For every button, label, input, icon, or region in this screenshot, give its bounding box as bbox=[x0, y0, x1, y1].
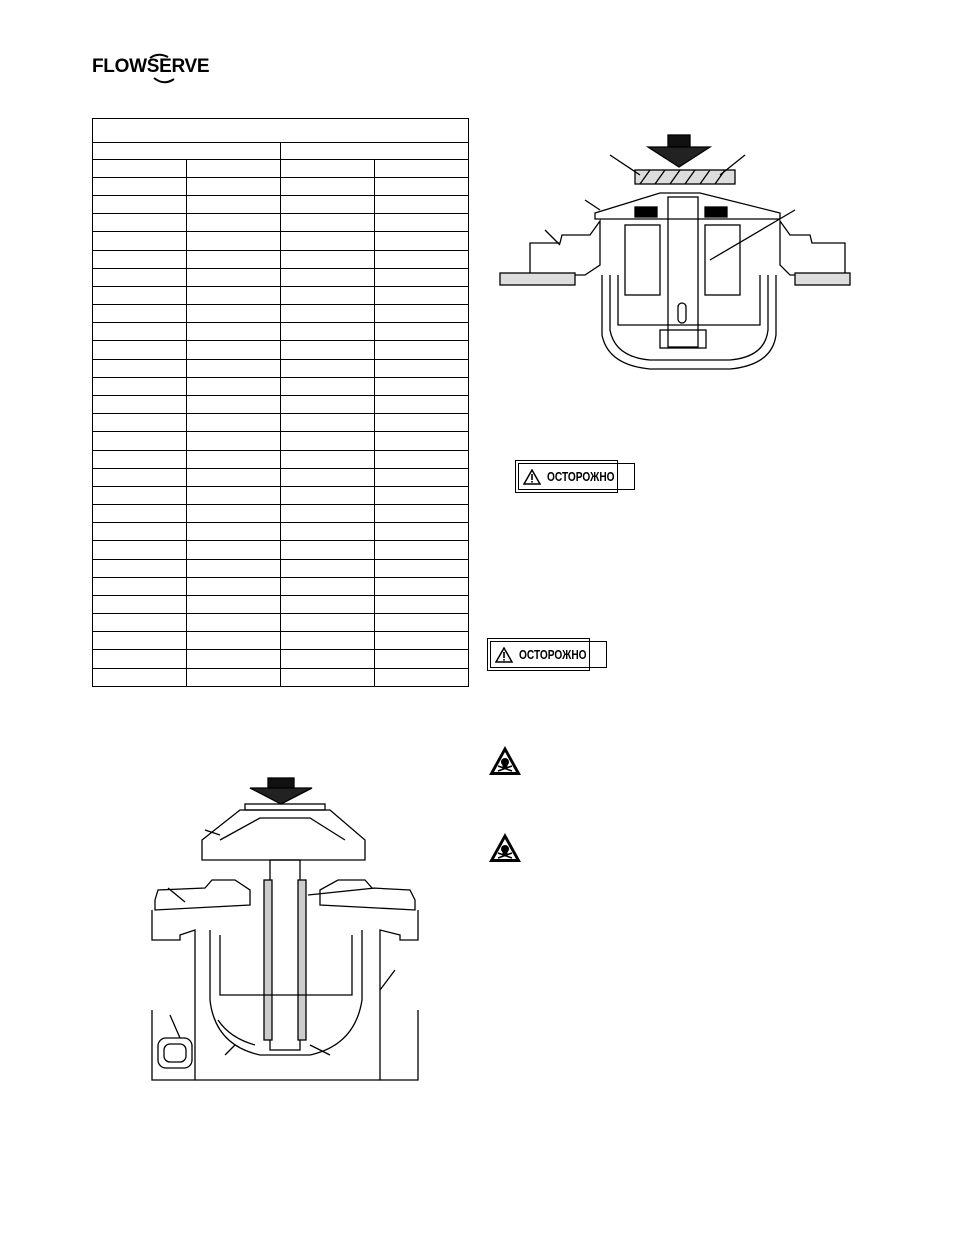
table-cell bbox=[93, 119, 469, 143]
table-row bbox=[93, 486, 469, 504]
logo-swoosh-icon bbox=[92, 52, 212, 92]
toxic-hazard-icon bbox=[487, 831, 523, 865]
table-cell bbox=[281, 632, 375, 650]
table-cell bbox=[281, 432, 375, 450]
brand-name: FLOWSERVE bbox=[92, 56, 210, 77]
table-cell bbox=[187, 559, 281, 577]
table-row bbox=[93, 650, 469, 668]
table-row bbox=[93, 614, 469, 632]
table-row bbox=[93, 159, 469, 177]
table-row bbox=[93, 232, 469, 250]
table-cell bbox=[375, 432, 469, 450]
toxic-hazard-icon bbox=[487, 744, 523, 778]
table-cell bbox=[375, 468, 469, 486]
table-cell bbox=[187, 268, 281, 286]
table-cell bbox=[375, 377, 469, 395]
table-cell bbox=[281, 577, 375, 595]
table-cell bbox=[187, 377, 281, 395]
table-cell bbox=[187, 595, 281, 613]
table-cell bbox=[93, 268, 187, 286]
caution-label bbox=[515, 460, 618, 493]
pump-section-diagram-bottom bbox=[140, 770, 430, 1090]
caution-label bbox=[487, 638, 590, 671]
table-cell bbox=[281, 523, 375, 541]
table-cell bbox=[281, 668, 375, 686]
table-cell bbox=[93, 286, 187, 304]
table-cell bbox=[93, 505, 187, 523]
table-cell bbox=[281, 414, 375, 432]
table-row bbox=[93, 196, 469, 214]
table-cell bbox=[93, 305, 187, 323]
table-cell bbox=[375, 286, 469, 304]
table-cell bbox=[375, 214, 469, 232]
table-cell bbox=[93, 414, 187, 432]
table-cell bbox=[281, 323, 375, 341]
table-cell bbox=[93, 341, 187, 359]
table-cell bbox=[187, 250, 281, 268]
table-cell bbox=[187, 395, 281, 413]
caution-text: ОСТОРОЖНО bbox=[547, 469, 615, 484]
table-row bbox=[93, 395, 469, 413]
table-cell bbox=[187, 286, 281, 304]
table-cell bbox=[187, 359, 281, 377]
table-cell bbox=[93, 395, 187, 413]
table-cell bbox=[187, 541, 281, 559]
table-cell bbox=[281, 650, 375, 668]
table-cell bbox=[281, 505, 375, 523]
table-cell bbox=[93, 486, 187, 504]
table-row bbox=[93, 214, 469, 232]
table-cell bbox=[281, 559, 375, 577]
table-cell bbox=[93, 559, 187, 577]
table-row bbox=[93, 286, 469, 304]
table-cell bbox=[93, 214, 187, 232]
table-cell bbox=[93, 232, 187, 250]
table-cell bbox=[93, 159, 187, 177]
table-cell bbox=[93, 541, 187, 559]
table-row bbox=[93, 541, 469, 559]
table-cell bbox=[281, 377, 375, 395]
table-cell bbox=[281, 541, 375, 559]
table-cell bbox=[281, 305, 375, 323]
table-row bbox=[93, 523, 469, 541]
table-cell bbox=[375, 414, 469, 432]
table-row bbox=[93, 323, 469, 341]
pump-section-diagram-top bbox=[490, 125, 860, 375]
table-cell bbox=[93, 468, 187, 486]
table-cell bbox=[93, 632, 187, 650]
table-cell bbox=[187, 341, 281, 359]
table-cell bbox=[281, 286, 375, 304]
table-cell bbox=[375, 450, 469, 468]
table-cell bbox=[375, 541, 469, 559]
table-cell bbox=[281, 232, 375, 250]
table-row bbox=[93, 414, 469, 432]
table-cell bbox=[375, 305, 469, 323]
table-cell bbox=[187, 196, 281, 214]
table-cell bbox=[187, 159, 281, 177]
table-cell bbox=[187, 468, 281, 486]
table-row bbox=[93, 559, 469, 577]
table-row bbox=[93, 595, 469, 613]
table-cell bbox=[375, 559, 469, 577]
table-cell bbox=[375, 250, 469, 268]
table-cell bbox=[281, 595, 375, 613]
table-cell bbox=[281, 159, 375, 177]
table-cell bbox=[187, 614, 281, 632]
table-cell bbox=[281, 450, 375, 468]
table-cell bbox=[281, 395, 375, 413]
table-cell bbox=[375, 650, 469, 668]
table-row bbox=[93, 505, 469, 523]
table-row bbox=[93, 359, 469, 377]
table-cell bbox=[187, 505, 281, 523]
table-cell bbox=[375, 341, 469, 359]
warning-triangle-icon bbox=[523, 469, 541, 485]
table-cell bbox=[187, 632, 281, 650]
table-cell bbox=[93, 196, 187, 214]
table-cell bbox=[375, 395, 469, 413]
table-cell bbox=[93, 432, 187, 450]
table-cell bbox=[93, 614, 187, 632]
table-cell bbox=[375, 505, 469, 523]
table-cell bbox=[281, 143, 469, 160]
table-cell bbox=[375, 595, 469, 613]
table-row bbox=[93, 450, 469, 468]
table-cell bbox=[187, 450, 281, 468]
table-cell bbox=[281, 359, 375, 377]
table-cell bbox=[187, 177, 281, 195]
table-row bbox=[93, 632, 469, 650]
table-cell bbox=[375, 359, 469, 377]
table-cell bbox=[375, 159, 469, 177]
table-cell bbox=[93, 523, 187, 541]
table-row bbox=[93, 341, 469, 359]
table-cell bbox=[187, 414, 281, 432]
table-cell bbox=[375, 668, 469, 686]
flowserve-logo bbox=[92, 52, 212, 92]
table-cell bbox=[281, 214, 375, 232]
table-cell bbox=[375, 268, 469, 286]
table-cell bbox=[93, 650, 187, 668]
table-cell bbox=[281, 250, 375, 268]
table-cell bbox=[375, 486, 469, 504]
table-row bbox=[93, 250, 469, 268]
warning-triangle-icon bbox=[495, 647, 513, 663]
table-cell bbox=[93, 377, 187, 395]
table-row bbox=[93, 268, 469, 286]
spec-table-body bbox=[93, 119, 469, 687]
table-cell bbox=[187, 232, 281, 250]
table-cell bbox=[93, 359, 187, 377]
table-cell bbox=[187, 577, 281, 595]
table-cell bbox=[281, 177, 375, 195]
table-row bbox=[93, 305, 469, 323]
table-cell bbox=[93, 177, 187, 195]
table-cell bbox=[281, 614, 375, 632]
table-cell bbox=[281, 268, 375, 286]
table-cell bbox=[375, 196, 469, 214]
table-row bbox=[93, 577, 469, 595]
table-cell bbox=[187, 486, 281, 504]
table-cell bbox=[93, 577, 187, 595]
table-cell bbox=[375, 323, 469, 341]
table-cell bbox=[375, 614, 469, 632]
spec-table bbox=[92, 118, 469, 687]
table-cell bbox=[93, 668, 187, 686]
table-cell bbox=[375, 232, 469, 250]
table-group-row bbox=[93, 143, 469, 160]
table-cell bbox=[375, 577, 469, 595]
caution-text: ОСТОРОЖНО bbox=[519, 647, 587, 662]
table-cell bbox=[187, 668, 281, 686]
table-cell bbox=[93, 250, 187, 268]
table-row bbox=[93, 668, 469, 686]
table-cell bbox=[281, 341, 375, 359]
table-cell bbox=[93, 323, 187, 341]
table-row bbox=[93, 377, 469, 395]
table-cell bbox=[281, 468, 375, 486]
table-cell bbox=[375, 177, 469, 195]
table-cell bbox=[375, 523, 469, 541]
table-cell bbox=[93, 450, 187, 468]
table-cell bbox=[187, 432, 281, 450]
table-row bbox=[93, 177, 469, 195]
table-cell bbox=[187, 323, 281, 341]
table-cell bbox=[281, 486, 375, 504]
table-cell bbox=[93, 143, 281, 160]
table-cell bbox=[187, 650, 281, 668]
table-row bbox=[93, 468, 469, 486]
table-cell bbox=[187, 305, 281, 323]
table-cell bbox=[375, 632, 469, 650]
table-cell bbox=[187, 214, 281, 232]
table-title-row bbox=[93, 119, 469, 143]
table-cell bbox=[281, 196, 375, 214]
table-row bbox=[93, 432, 469, 450]
table-cell bbox=[187, 523, 281, 541]
table-cell bbox=[93, 595, 187, 613]
